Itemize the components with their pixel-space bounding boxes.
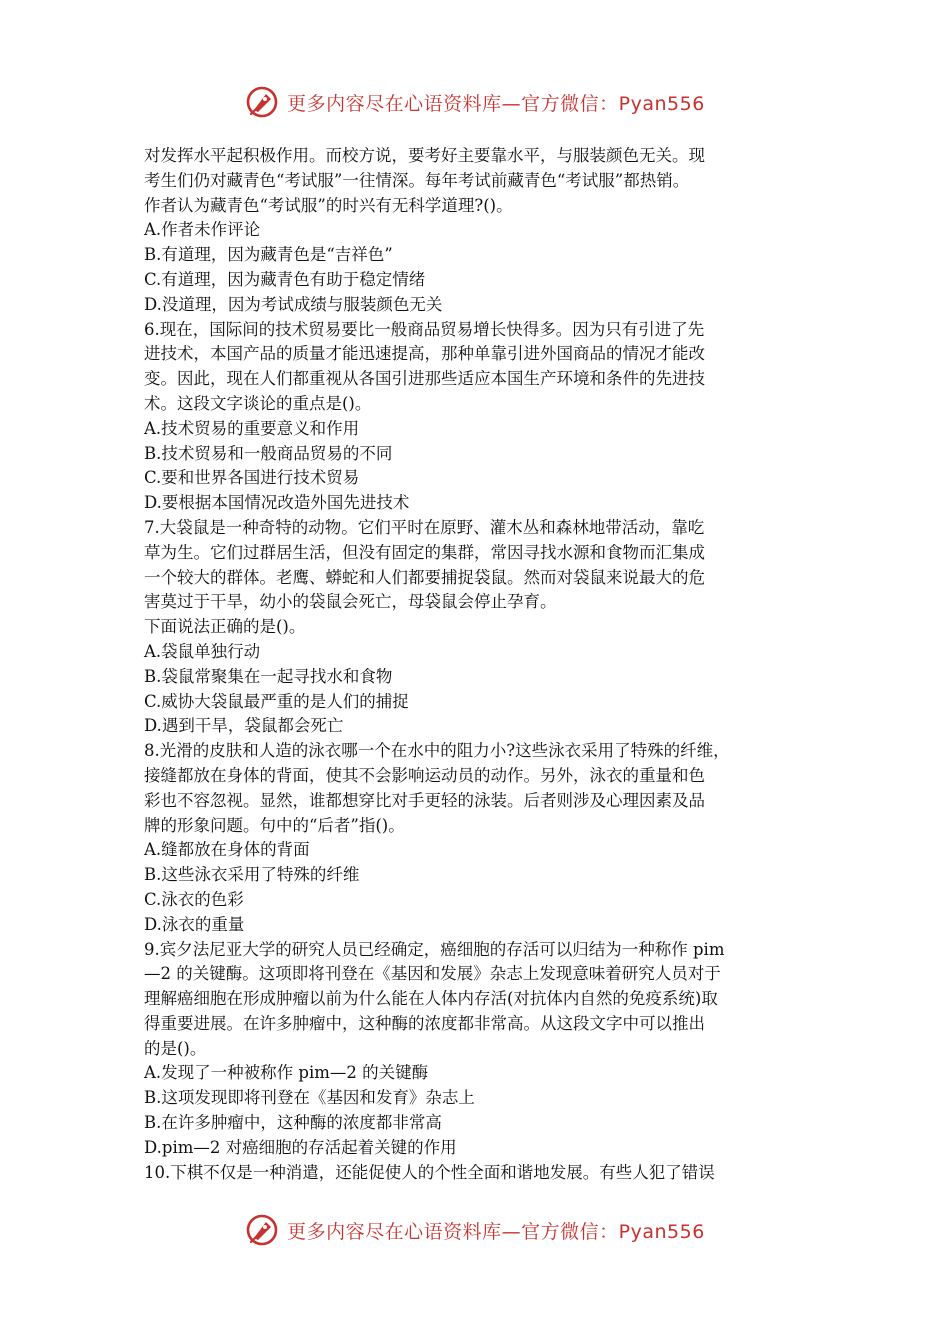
option-line: C.要和世界各国进行技术贸易 bbox=[144, 468, 360, 488]
header-banner bbox=[0, 80, 950, 124]
option-line: D.没道理，因为考试成绩与服装颜色无关 bbox=[144, 294, 443, 314]
option-line: C.有道理，因为藏青色有助于稳定情绪 bbox=[144, 269, 426, 289]
option-line: B.袋鼠常聚集在一起寻找水和食物 bbox=[144, 666, 393, 686]
question-line: 8.光滑的皮肤和人造的泳衣哪一个在水中的阻力小?这些泳衣采用了特殊的纤维， bbox=[144, 741, 730, 761]
text-line: 对发挥水平起积极作用。而校方说，要考好主要靠水平，与服装颜色无关。现 bbox=[144, 146, 705, 165]
question-line: 10.下棋不仅是一种消遣，还能促使人的个性全面和谐地发展。有些人犯了错误 bbox=[144, 1162, 715, 1182]
text-line: 接缝都放在身体的背面，使其不会影响运动员的动作。另外，泳衣的重量和色 bbox=[144, 765, 705, 785]
option-line: C.泳衣的色彩 bbox=[144, 889, 244, 909]
text-line: 下面说法正确的是()。 bbox=[144, 617, 306, 637]
pen-nib-circle-icon bbox=[245, 85, 279, 119]
text-line: 变。因此，现在人们都重视从各国引进那些适应本国生产环境和条件的先进技 bbox=[144, 369, 705, 389]
text-line: 害莫过于干旱，幼小的袋鼠会死亡，母袋鼠会停止孕育。 bbox=[144, 592, 557, 612]
text-line: —2 的关键酶。这项即将刊登在《基因和发展》杂志上发现意味着研究人员对于 bbox=[144, 964, 721, 984]
text-line: 的是()。 bbox=[144, 1038, 207, 1058]
option-line: B.有道理，因为藏青色是“吉祥色” bbox=[144, 245, 393, 265]
option-line: A.发现了一种被称作 pim—2 的关键酶 bbox=[144, 1063, 429, 1083]
option-line: B.这些泳衣采用了特殊的纤维 bbox=[144, 865, 360, 885]
text-line: 作者认为藏青色“考试服”的时兴有无科学道理?()。 bbox=[144, 195, 513, 215]
header-banner-text: 更多内容尽在心语资料库—官方微信：Pyan556 bbox=[287, 92, 705, 115]
question-line: 6.现在，国际间的技术贸易要比一般商品贸易增长快得多。因为只有引进了先 bbox=[144, 319, 705, 339]
text-line: 得重要进展。在许多肿瘤中，这种酶的浓度都非常高。从这段文字中可以推出 bbox=[144, 1013, 705, 1033]
option-line: B.在许多肿瘤中，这种酶的浓度都非常高 bbox=[144, 1113, 442, 1133]
text-line: 草为生。它们过群居生活，但没有固定的集群，常因寻找水源和食物而汇集成 bbox=[144, 542, 705, 562]
option-line: D.要根据本国情况改造外国先进技术 bbox=[144, 493, 410, 513]
option-line: D.pim—2 对癌细胞的存活起着关键的作用 bbox=[144, 1137, 457, 1157]
footer-banner-text: 更多内容尽在心语资料库—官方微信：Pyan556 bbox=[287, 1220, 705, 1243]
footer-banner bbox=[0, 1208, 950, 1252]
option-line: A.技术贸易的重要意义和作用 bbox=[144, 418, 360, 438]
option-line: B.这项发现即将刊登在《基因和发育》杂志上 bbox=[144, 1088, 475, 1108]
pen-nib-circle-icon bbox=[245, 1213, 279, 1247]
option-line: A.缝都放在身体的背面 bbox=[144, 840, 310, 860]
option-line: D.遇到干旱，袋鼠都会死亡 bbox=[144, 716, 344, 736]
option-line: A.作者未作评论 bbox=[144, 220, 261, 240]
text-line: 进技术，本国产品的质量才能迅速提高，那种单靠引进外国商品的情况才能改 bbox=[144, 344, 705, 364]
document-body bbox=[144, 144, 810, 1185]
option-line: B.技术贸易和一般商品贸易的不同 bbox=[144, 443, 393, 463]
text-line: 术。这段文字谈论的重点是()。 bbox=[144, 393, 372, 413]
text-line: 牌的形象问题。句中的“后者”指()。 bbox=[144, 815, 405, 835]
text-line: 一个较大的群体。老鹰、蟒蛇和人们都要捕捉袋鼠。然而对袋鼠来说最大的危 bbox=[144, 567, 705, 587]
question-line: 7.大袋鼠是一种奇特的动物。它们平时在原野、灌木丛和森林地带活动，靠吃 bbox=[144, 517, 705, 537]
text-line: 理解癌细胞在形成肿瘤以前为什么能在人体内存活(对抗体内自然的免疫系统)取 bbox=[144, 989, 718, 1009]
option-line: A.袋鼠单独行动 bbox=[144, 641, 261, 661]
text-line: 考生们仍对藏青色“考试服”一往情深。每年考试前藏青色“考试服”都热销。 bbox=[144, 170, 690, 190]
option-line: D.泳衣的重量 bbox=[144, 914, 245, 934]
text-line: 彩也不容忽视。显然，谁都想穿比对手更轻的泳装。后者则涉及心理因素及品 bbox=[144, 790, 705, 810]
question-line: 9.宾夕法尼亚大学的研究人员已经确定，癌细胞的存活可以归结为一种称作 pim bbox=[144, 939, 725, 959]
option-line: C.威协大袋鼠最严重的是人们的捕捉 bbox=[144, 691, 409, 711]
